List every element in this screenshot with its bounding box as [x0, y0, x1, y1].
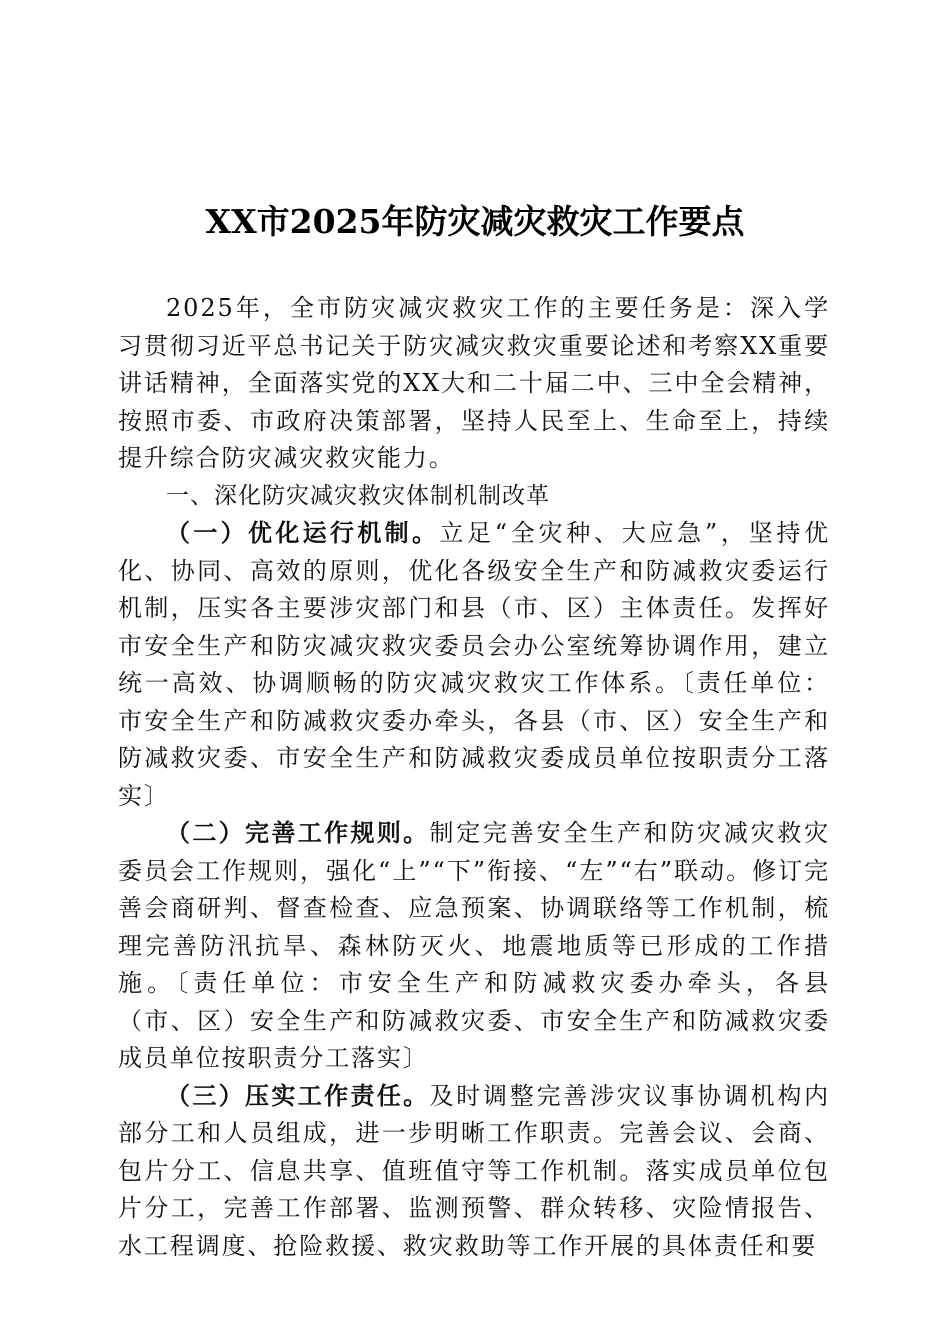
item-paragraph	[118, 815, 830, 1078]
item-lead: （三）压实工作责任。	[166, 1081, 430, 1110]
intro-paragraph: 2025年，全市防灾减灾救灾工作的主要任务是：深入学习贯彻习近平总书记关于防灾减灾救灾重要论述和考察XX重要讲话精神，全面落实党的XX大和二十届二中、三中全会精神，按照市委、市政府决策部署，坚持人民至上、生命至上，持续提升综合防灾减灾救灾能力。	[118, 294, 830, 472]
item-text: 立足“全灾种、大应急”，坚持优化、协同、高效的原则，优化各级安全生产和防减救灾委运行机制，压实各主要涉灾部门和县（市、区）主体责任。发挥好市安全生产和防灾减灾救灾委员会办公室统筹协调作用，建立统一高效、协调顺畅的防灾减灾救灾工作体系。〔责任单位：市安全生产和防减救灾委办牵头，各县（市、区）安全生产和防减救灾委、市安全生产和防减救灾委成员单位按职责分工落实〕	[118, 519, 831, 810]
document-title: XX市2025年防灾减灾救灾工作要点	[205, 202, 745, 241]
item-text: 制定完善安全生产和防灾减灾救灾委员会工作规则，强化“上”“下”衔接、“左”“右”联动。修订完善会商研判、督查检查、应急预案、协调联络等工作机制，梳理完善防汛抗旱、森林防灭火、地震地质等已形成的工作措施。〔责任单位：市安全生产和防减救灾委办牵头，各县（市、区）安全生产和防减救灾委、市安全生产和防减救灾委成员单位按职责分工落实〕	[118, 819, 831, 1072]
item-paragraph	[118, 515, 830, 815]
item-lead: （一）优化运行机制。	[166, 519, 440, 547]
item-paragraph	[118, 1078, 830, 1266]
document-body	[118, 290, 830, 1265]
item-text: 及时调整完善涉灾议事协调机构内部分工和人员组成，进一步明晰工作职责。完善会议、会商、包片分工、信息共享、值班值守等工作机制。落实成员单位包片分工，完善工作部署、监测预警、群众转移、灾险情报告、水工程调度、抢险救援、救灾救助等工作开展的具体责任和要	[118, 1081, 831, 1260]
item-lead: （二）完善工作规则。	[166, 819, 430, 847]
section-heading: 一、深化防灾减灾救灾体制机制改革	[166, 482, 550, 509]
